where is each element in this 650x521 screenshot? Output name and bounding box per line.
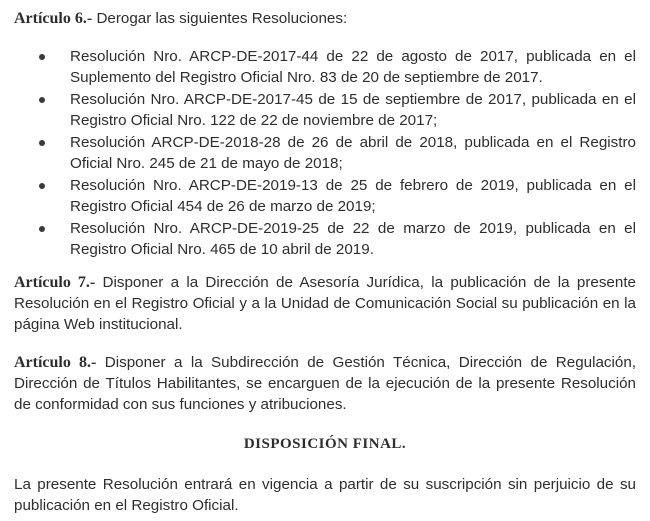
article-6: [14, 8, 636, 29]
article-6-text: Derogar las siguientes Resoluciones:: [96, 10, 348, 27]
bullet-icon: [39, 140, 45, 146]
article-7-paragraph: [14, 272, 636, 335]
final-provision: [14, 474, 636, 516]
bullet-icon: [39, 183, 45, 189]
resolution-text: Resolución Nro. ARCP-DE-2017-44 de 22 de agosto de 2017, publicada en el Suplemento del Registro Oficial Nro. 83 de 20 de septiembre de 2017.: [70, 48, 636, 86]
resolution-text: Resolución ARCP-DE-2018-28 de 26 de abril de 2018, publicada en el Registro Oficial Nro. 245 de 21 de mayo de 2018;: [70, 134, 636, 172]
article-6-heading: Artículo 6.-: [14, 10, 93, 27]
article-6-line: [14, 8, 636, 29]
resolution-text: Resolución Nro. ARCP-DE-2019-25 de 22 de marzo de 2019, publicada en el Registro Oficial Nro. 465 de 10 abril de 2019.: [70, 220, 636, 258]
bullet-icon: [39, 226, 45, 232]
list-item: [14, 46, 636, 88]
final-provision-text: La presente Resolución entrará en vigencia a partir de su suscripción sin perjuicio de su publicación en el Registro Oficial.: [14, 476, 636, 514]
article-7-heading: Artículo 7.-: [14, 274, 96, 291]
list-item: [14, 175, 636, 217]
article-8-text: Disponer a la Subdirección de Gestión Técnica, Dirección de Regulación, Dirección de Títulos Habilitantes, se encarguen de la ejecución de la presente Resolución de conformidad con sus funciones y atribuciones.: [14, 354, 636, 413]
resolution-list: [14, 46, 636, 261]
article-8-paragraph: [14, 352, 636, 415]
resolution-text: Resolución Nro. ARCP-DE-2019-13 de 25 de febrero de 2019, publicada en el Registro Oficial 454 de 26 de marzo de 2019;: [70, 177, 636, 215]
list-item: [14, 89, 636, 131]
article-8-heading: Artículo 8.-: [14, 354, 97, 371]
bullet-icon: [39, 54, 45, 60]
resolution-text: Resolución Nro. ARCP-DE-2017-45 de 15 de septiembre de 2017, publicada en el Registro Oficial Nro. 122 de 22 de noviembre de 2017;: [70, 91, 636, 129]
list-item: [14, 132, 636, 174]
bullet-icon: [39, 97, 45, 103]
article-7-text: Disponer a la Dirección de Asesoría Jurídica, la publicación de la presente Resolución en el Registro Oficial y a la Unidad de Comunicación Social su publicación en la página Web institucional.: [14, 274, 636, 333]
final-provision-title: DISPOSICIÓN FINAL.: [243, 436, 407, 452]
list-item: [14, 218, 636, 260]
article-7: [14, 272, 636, 335]
article-8: [14, 352, 636, 415]
